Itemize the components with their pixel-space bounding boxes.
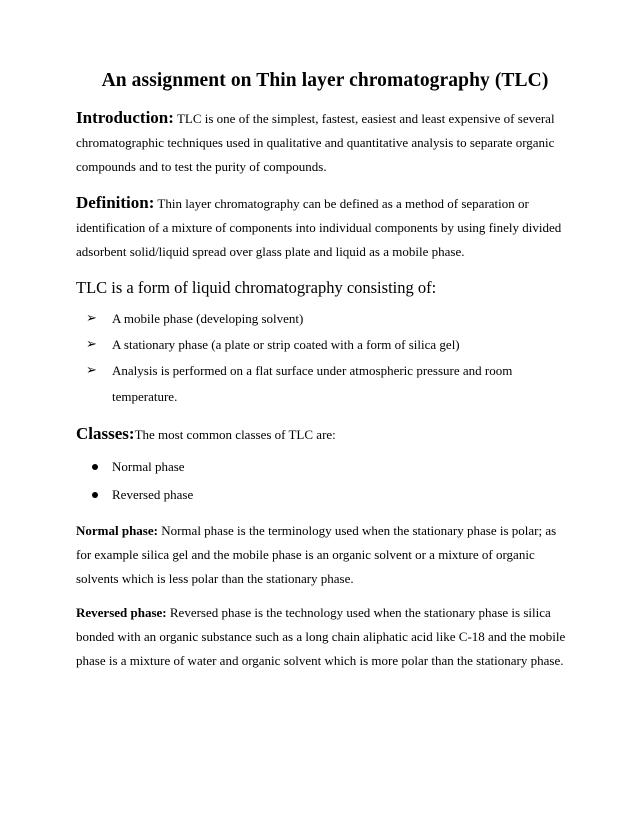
round-bullet-icon bbox=[92, 492, 98, 498]
definition-text: Thin layer chromatography can be defined as a method of separation or identification of a mixture of components into individual components by using finely divided adsorbent solid/liquid spread over glass plate and liquid as a mobile phase. bbox=[76, 196, 562, 259]
list-item bbox=[92, 481, 568, 509]
document-title: An assignment on Thin layer chromatography (TLC) bbox=[101, 70, 549, 91]
list-item bbox=[92, 453, 568, 481]
list-item-text: A stationary phase (a plate or strip coated with a form of silica gel) bbox=[112, 337, 460, 352]
classes-paragraph bbox=[76, 422, 568, 447]
classes-label: Classes: bbox=[76, 424, 135, 443]
reversed-phase-paragraph bbox=[76, 601, 568, 673]
introduction-paragraph bbox=[76, 106, 568, 179]
reversed-phase-label: Reversed phase: bbox=[76, 605, 167, 620]
classes-list bbox=[76, 453, 568, 509]
list-item-text: A mobile phase (developing solvent) bbox=[112, 311, 304, 326]
list-item bbox=[86, 358, 568, 410]
list-item-text: Normal phase bbox=[112, 459, 185, 474]
introduction-label: Introduction: bbox=[76, 108, 174, 127]
introduction-text: TLC is one of the simplest, fastest, easiest and least expensive of several chromatographic techniques used in qualitative and quantitative analysis to separate organic compounds and to test the purity of compounds. bbox=[76, 111, 555, 174]
definition-label: Definition: bbox=[76, 193, 155, 212]
arrow-bullet-icon: ➢ bbox=[86, 311, 97, 326]
tlc-components-list bbox=[76, 306, 568, 410]
list-item-text: Analysis is performed on a flat surface under atmospheric pressure and room bbox=[112, 363, 513, 378]
normal-phase-label: Normal phase: bbox=[76, 523, 158, 538]
arrow-bullet-icon: ➢ bbox=[86, 363, 97, 378]
normal-phase-text: Normal phase is the terminology used when the stationary phase is polar; as for example silica gel and the mobile phase is an organic solvent or a mixture of organic solvents which is less polar than the stationary phase. bbox=[76, 523, 557, 586]
reversed-phase-text: Reversed phase is the technology used when the stationary phase is silica bonded with an organic substance such as a long chain aliphatic acid like C-18 and the mobile phase is a mixture of water and organic solvent which is more polar than the stationary phase. bbox=[76, 605, 566, 668]
list-item bbox=[86, 306, 568, 332]
round-bullet-icon bbox=[92, 464, 98, 470]
list-item bbox=[86, 332, 568, 358]
definition-paragraph bbox=[76, 191, 568, 264]
arrow-bullet-icon: ➢ bbox=[86, 337, 97, 352]
list-item-text: Reversed phase bbox=[112, 487, 194, 502]
list-item-continuation: temperature. bbox=[112, 389, 178, 404]
classes-text: The most common classes of TLC are: bbox=[134, 427, 336, 442]
tlc-form-heading: TLC is a form of liquid chromatography consisting of: bbox=[76, 278, 437, 297]
normal-phase-paragraph bbox=[76, 519, 568, 591]
